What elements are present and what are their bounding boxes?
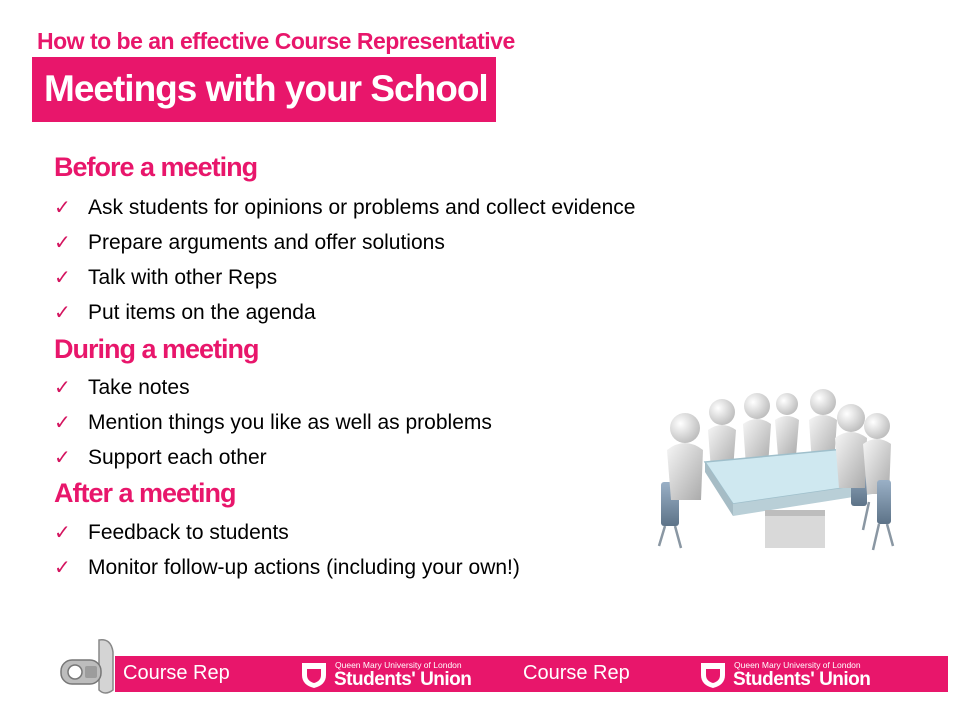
section-heading-during: During a meeting: [54, 334, 259, 364]
slide-title: Meetings with your School: [44, 68, 488, 109]
bullet-item: [54, 300, 316, 325]
bullet-text: Mention things you like as well as problems: [88, 411, 492, 434]
logo-university-name: Queen Mary University of London: [734, 660, 861, 670]
section-heading-before: Before a meeting: [54, 152, 258, 182]
bullet-item: [54, 445, 267, 470]
checkmark-icon: ✓: [54, 197, 71, 219]
bullet-text: Talk with other Reps: [88, 266, 278, 289]
crest-icon: [700, 661, 726, 689]
checkmark-icon: ✓: [54, 557, 71, 579]
checkmark-icon: ✓: [54, 377, 71, 399]
crest-icon: [301, 661, 327, 689]
section-heading-after: After a meeting: [54, 478, 236, 508]
title-banner: [32, 57, 496, 122]
students-union-logo: [301, 658, 481, 692]
students-union-logo: [700, 658, 880, 692]
bullet-item: [54, 375, 190, 400]
footer-strip: [55, 634, 895, 696]
bullet-text: Monitor follow-up actions (including your own!): [88, 556, 520, 579]
bullet-item: [54, 555, 520, 580]
bullet-text: Take notes: [88, 376, 190, 399]
bullet-item: [54, 410, 492, 435]
bullet-text: Prepare arguments and offer solutions: [88, 231, 445, 254]
bullet-item: [54, 230, 445, 255]
bullet-text: Ask students for opinions or problems and collect evidence: [88, 196, 636, 219]
checkmark-icon: ✓: [54, 267, 71, 289]
meeting-table-figures-illustration: [655, 370, 895, 560]
bullet-item: [54, 520, 289, 545]
checkmark-icon: ✓: [54, 302, 71, 324]
bullet-text: Put items on the agenda: [88, 301, 316, 324]
footer-label-right: Course Rep: [523, 662, 630, 684]
bullet-text: Support each other: [88, 446, 267, 469]
logo-university-name: Queen Mary University of London: [335, 660, 462, 670]
footer-label-left: Course Rep: [123, 662, 230, 684]
bullet-item: [54, 265, 277, 290]
checkmark-icon: ✓: [54, 447, 71, 469]
presentation-subtitle: How to be an effective Course Representative: [37, 28, 515, 54]
bullet-item: [54, 195, 635, 220]
bullet-text: Feedback to students: [88, 521, 289, 544]
logo-union-name: Students' Union: [334, 669, 472, 690]
lanyard-clip-icon: [55, 634, 121, 696]
logo-union-name: Students' Union: [733, 669, 871, 690]
checkmark-icon: ✓: [54, 412, 71, 434]
checkmark-icon: ✓: [54, 232, 71, 254]
checkmark-icon: ✓: [54, 522, 71, 544]
